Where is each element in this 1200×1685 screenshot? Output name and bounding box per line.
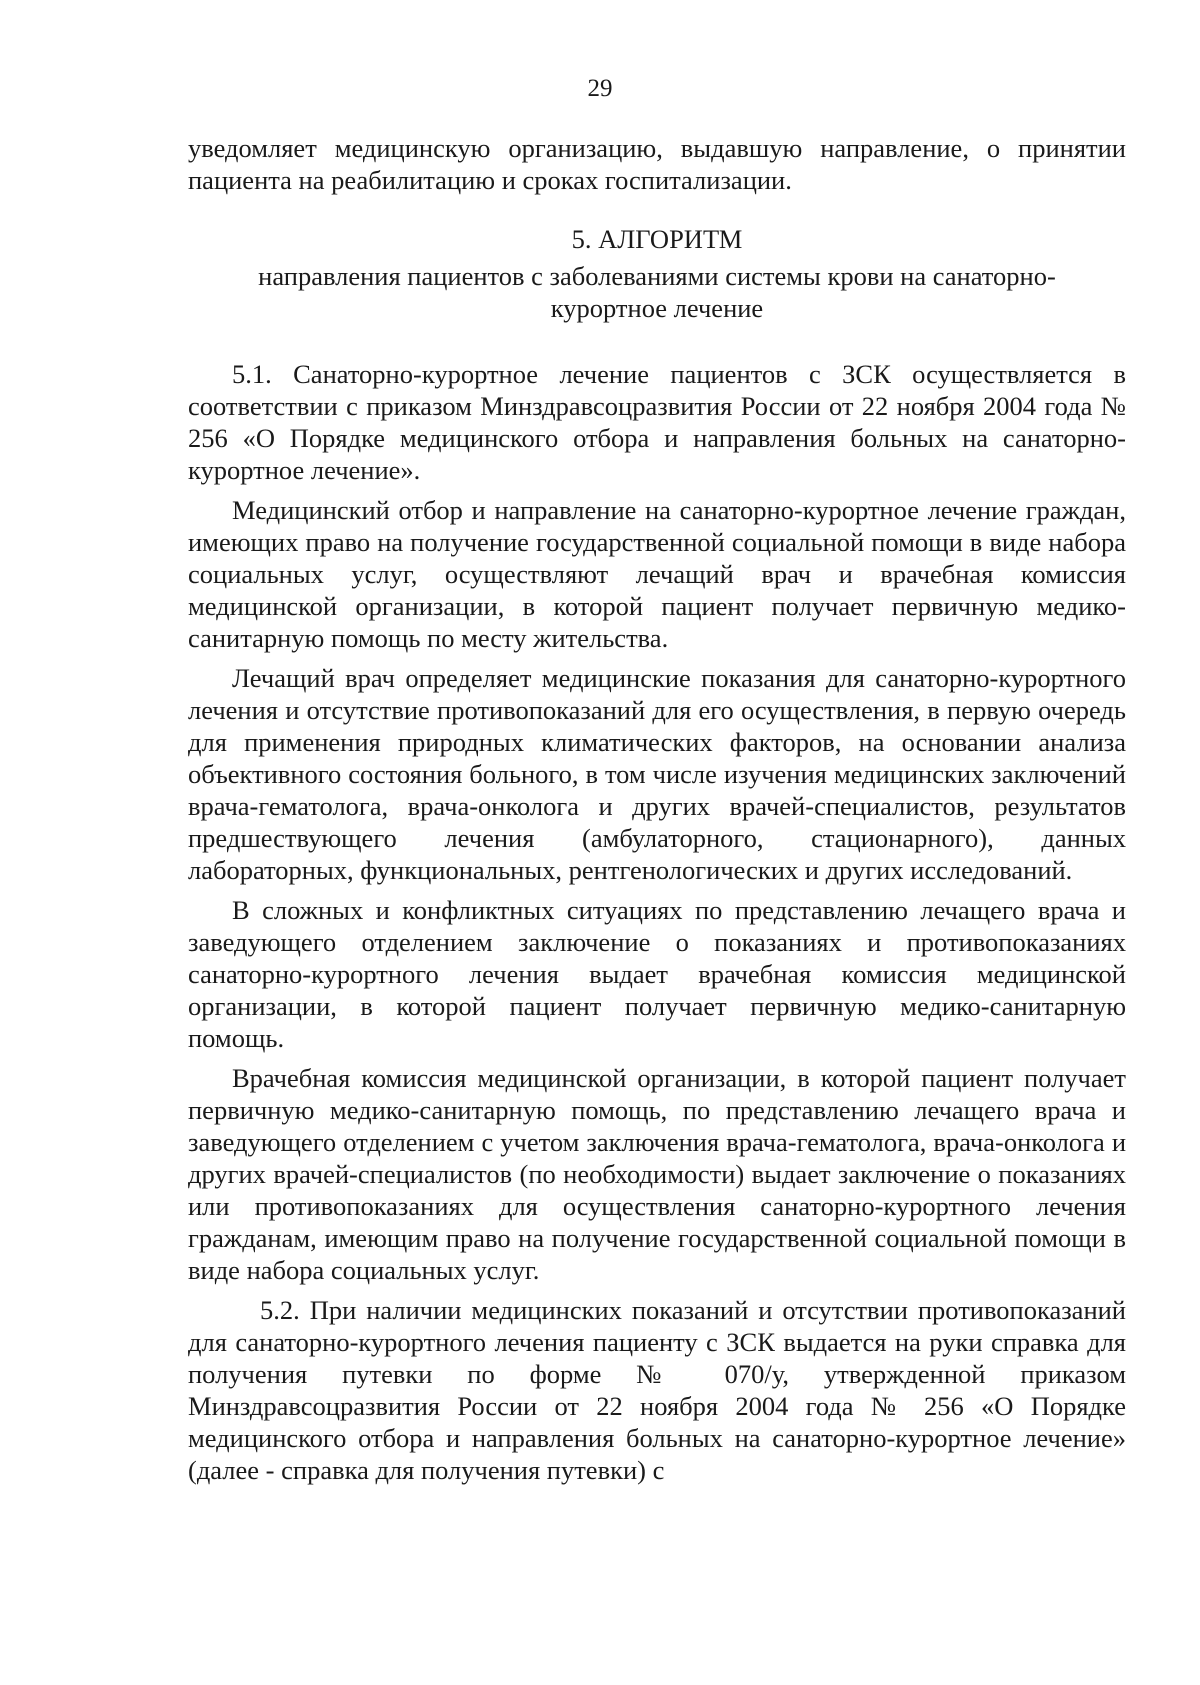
paragraph-medical-commission: Врачебная комиссия медицинской организации, в которой пациент получает первичную медико-санитарную помощь, по представлению лечащего врача и заведующего отделением с учетом заключения врача-гематолога, врача-онколога и других врачей-специалистов (по необходимости) выдает заключение о показаниях или противопоказаниях для осуществления санаторно-курортного лечения гражданам, имеющим право на получение государственной социальной помощи в виде набора социальных услуг. <box>188 1063 1126 1285</box>
paragraph-5-2: 5.2. При наличии медицинских показаний и отсутствии противопоказаний для санаторно-курортного лечения пациенту с ЗСК выдается на руки справка для получения путевки по форме № 070/у, утвержденной приказом Минздравсоцразвития России от 22 ноября 2004 года № 256 «О Порядке медицинского отбора и направления больных на санаторно-курортное лечение» (далее - справка для получения путевки) с <box>188 1295 1126 1485</box>
section-subtitle: направления пациентов с заболеваниями системы крови на санаторно-курортное лечение <box>258 261 1056 323</box>
page-number: 29 <box>587 75 613 102</box>
section-body <box>188 358 1126 1486</box>
paragraph-attending-physician: Лечащий врач определяет медицинские показания для санаторно-курортного лечения и отсутствие противопоказаний для его осуществления, в первую очередь для применения природных климатических факторов, на основании анализа объективного состояния больного, в том числе изучения медицинских заключений врача-гематолога, врача-онколога и других врачей-специалистов, результатов предшествующего лечения (амбулаторного, стационарного), данных лабораторных, функциональных, рентгенологических и других исследований. <box>188 663 1126 885</box>
intro-paragraph: уведомляет медицинскую организацию, выдавшую направление, о принятии пациента на реабилитацию и сроках госпитализации. <box>188 133 1126 195</box>
paragraph-conflict-situations: В сложных и конфликтных ситуациях по представлению лечащего врача и заведующего отделением заключение о показаниях и противопоказаниях санаторно-курортного лечения выдает врачебная комиссия медицинской организации, в которой пациент получает первичную медико-санитарную помощь. <box>188 895 1126 1053</box>
section-title: 5. АЛГОРИТМ <box>571 224 743 254</box>
paragraph-medical-selection: Медицинский отбор и направление на санаторно-курортное лечение граждан, имеющих право на получение государственной социальной помощи в виде набора социальных услуг, осуществляют лечащий врач и врачебная комиссия медицинской организации, в которой пациент получает первичную медико-санитарную помощь по месту жительства. <box>188 495 1126 653</box>
paragraph-5-1: 5.1. Санаторно-курортное лечение пациентов с ЗСК осуществляется в соответствии с приказом Минздравсоцразвития России от 22 ноября 2004 года № 256 «О Порядке медицинского отбора и направления больных на санаторно-курортное лечение». <box>188 359 1126 485</box>
intro-block <box>188 132 1126 196</box>
